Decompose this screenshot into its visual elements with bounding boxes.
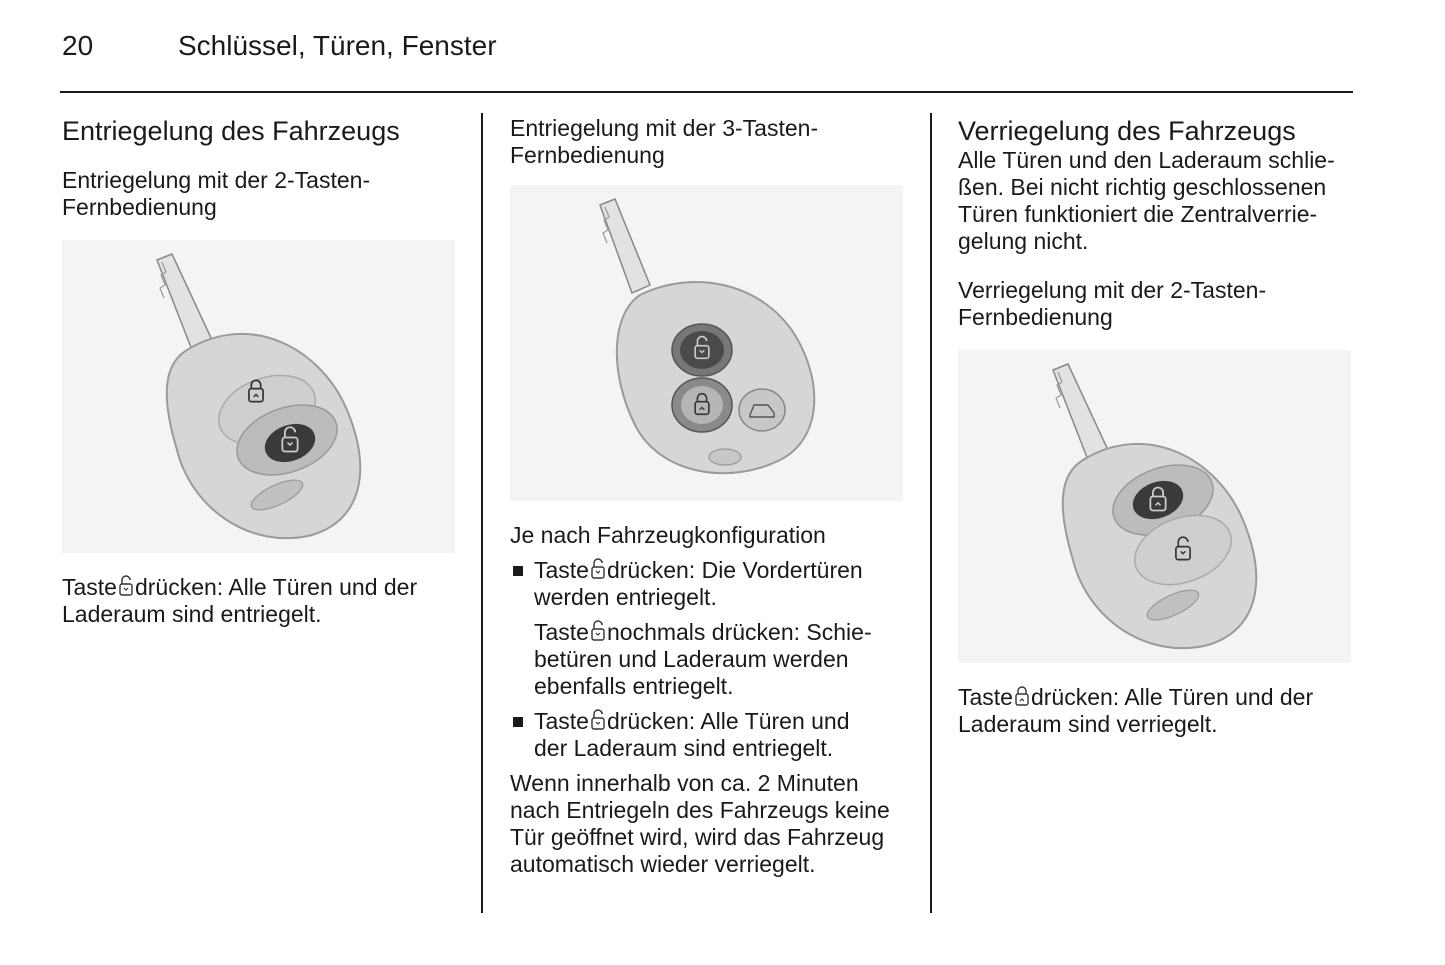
column-1	[62, 115, 467, 221]
column-3	[958, 115, 1358, 331]
subheading-3-button-unlock: Entriegelung mit der 3-Tasten- Fernbedienung	[510, 115, 819, 168]
key-blade	[600, 199, 650, 293]
bullet-square	[513, 566, 523, 576]
subheading-2-button-unlock: Entriegelung mit der 2-Tasten- Fernbedienung	[62, 167, 371, 220]
bullet-square	[513, 717, 523, 727]
col1-instruction: Taste drücken: Alle Türen und der Laderaum sind entriegelt.	[62, 574, 418, 627]
key-fob-2-button-lock-illustration	[958, 350, 1351, 663]
unlock-icon	[591, 558, 605, 580]
key-fob-body	[617, 282, 814, 473]
unlock-icon	[591, 709, 605, 731]
chapter-title: Schlüssel, Türen, Fenster	[178, 30, 497, 61]
column-2	[510, 115, 915, 169]
column-divider-2	[930, 113, 932, 913]
lock-intro-paragraph: Alle Türen und den Laderaum schlie- ßen. Bei nicht richtig geschlossenen Türen funktioniert die Zentralverrie- gelung nicht.	[958, 147, 1335, 254]
col3-instruction: Taste drücken: Alle Türen und der Laderaum sind verriegelt.	[958, 684, 1314, 737]
unlock-icon	[591, 620, 605, 642]
auto-relock-paragraph: Wenn innerhalb von ca. 2 Minuten nach Entriegeln des Fahrzeugs keine Tür geöffnet wird, wird das Fahrzeug automatisch wieder verriegelt.	[510, 770, 890, 877]
lock-icon	[1015, 685, 1029, 707]
column-divider-1	[481, 113, 483, 913]
key-fob-2-button-unlock-illustration	[62, 240, 455, 553]
heading-lock-vehicle: Verriegelung des Fahrzeugs	[958, 116, 1296, 146]
key-blade	[157, 254, 212, 350]
page-number: 20	[62, 30, 94, 61]
heading-unlock-vehicle: Entriegelung des Fahrzeugs	[62, 116, 400, 146]
header-rule	[60, 91, 1353, 93]
bullet-item-all-doors: Taste drücken: Alle Türen und der Laderaum sind entriegelt.	[510, 708, 915, 762]
bullet-item-front-doors: Taste drücken: Die Vordertüren werden entriegelt. Taste nochmals drücken: Schie- betüren und Laderaum werden ebenfalls entriegelt.	[510, 557, 915, 700]
col2-text: Je nach Fahrzeugkonfiguration Taste drücken: Die Vordertüren werden entriegelt. Taste nochmals drücken: Schie- betüren und Laderaum werden ebenfalls entriegelt. Taste drücken: Alle Türen und der Laderaum sind entriegelt. Wenn innerhalb von ca. 2 Minuten nach Entriegeln des Fahrzeugs keine Tür geöffnet wird, wird das Fahrzeug automatisch wieder verriegelt.	[510, 522, 915, 878]
key-blade	[1053, 364, 1108, 460]
key-fob-body	[167, 334, 360, 538]
unlock-icon	[119, 575, 133, 597]
subheading-2-button-lock: Verriegelung mit der 2-Tasten- Fernbedienung	[958, 277, 1267, 330]
key-fob-body	[1063, 444, 1256, 648]
key-fob-3-button-illustration	[510, 185, 903, 501]
